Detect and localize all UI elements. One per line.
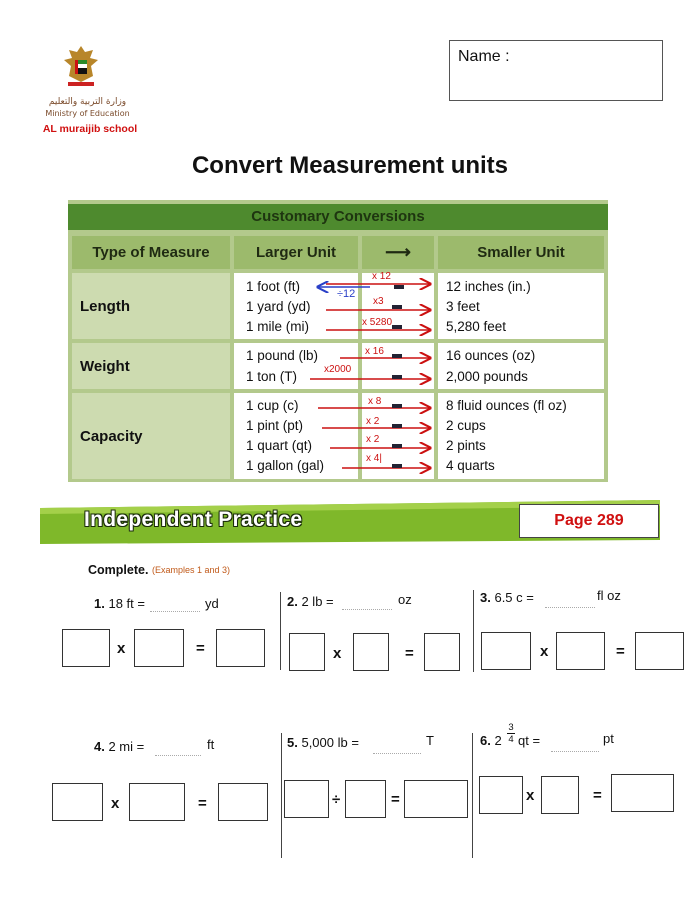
problem-6-answer-blank[interactable] bbox=[551, 750, 599, 752]
separator bbox=[472, 733, 473, 858]
problem-6-text-after: qt = bbox=[518, 733, 541, 748]
problem-6-box-result[interactable] bbox=[611, 774, 674, 812]
problem-3-text: 3. 6.5 c = bbox=[480, 590, 534, 605]
problem-5-number: 5. bbox=[287, 735, 298, 750]
length-divide-note: ÷12 bbox=[337, 288, 356, 300]
problem-2-box-a[interactable] bbox=[289, 633, 325, 671]
weight-smaller-0: 16 ounces (oz) bbox=[446, 348, 536, 363]
problem-1-text: 1. 18 ft = bbox=[94, 596, 145, 611]
problem-4-operator: x bbox=[111, 795, 120, 812]
length-smaller-1: 3 feet bbox=[446, 299, 480, 314]
problem-5-operator: ÷ bbox=[332, 791, 341, 808]
problem-6-fraction: 3 4 bbox=[508, 722, 514, 745]
problem-2-operator: x bbox=[333, 645, 342, 662]
problem-4-number: 4. bbox=[94, 739, 105, 754]
problem-3-box-b[interactable] bbox=[556, 632, 605, 670]
problem-4-answer-blank[interactable] bbox=[155, 754, 201, 756]
page-title: Convert Measurement units bbox=[191, 152, 509, 179]
problem-5-text: 5. 5,000 lb = bbox=[287, 735, 359, 750]
problem-5-box-result[interactable] bbox=[404, 780, 468, 818]
problem-3-number: 3. bbox=[480, 590, 491, 605]
header-arrow: ⟶ bbox=[362, 236, 434, 269]
ministry-arabic-name: وزارة التربية والتعليم bbox=[48, 97, 127, 107]
problem-2-text: 2. 2 lb = bbox=[287, 594, 334, 609]
problem-3-operator: x bbox=[540, 643, 549, 660]
complete-examples-ref: (Examples 1 and 3) bbox=[152, 565, 231, 575]
problem-6-unit: pt bbox=[603, 731, 614, 746]
problem-2-number: 2. bbox=[287, 594, 298, 609]
capacity-larger-1: 1 pint (pt) bbox=[246, 418, 304, 433]
school-name: AL muraijib school bbox=[42, 123, 138, 135]
weight-factor-0: x 16 bbox=[365, 346, 384, 357]
uae-emblem-logo bbox=[62, 44, 100, 88]
problem-1-unit: yd bbox=[205, 596, 219, 611]
capacity-smaller-2: 2 pints bbox=[446, 438, 486, 453]
problem-6-operator: x bbox=[526, 787, 535, 804]
page-number-box: Page 289 bbox=[519, 504, 659, 538]
weight-larger-1: 1 ton (T) bbox=[246, 369, 298, 384]
problem-2-box-b[interactable] bbox=[353, 633, 389, 671]
problem-2-answer-blank[interactable] bbox=[342, 608, 392, 610]
separator bbox=[473, 590, 474, 672]
header-type-of-measure: Type of Measure bbox=[72, 236, 230, 269]
length-smaller-0: 12 inches (in.) bbox=[446, 279, 531, 294]
capacity-factor-3: x 4| bbox=[366, 453, 382, 464]
capacity-larger-3: 1 gallon (gal) bbox=[246, 458, 325, 473]
problem-5-unit: T bbox=[426, 733, 434, 748]
complete-instruction: Complete. bbox=[88, 563, 149, 577]
problem-3-box-a[interactable] bbox=[481, 632, 531, 670]
length-smaller-2: 5,280 feet bbox=[446, 319, 507, 334]
problem-1-equals: = bbox=[196, 640, 205, 657]
problem-5-box-b[interactable] bbox=[345, 780, 386, 818]
weight-larger-0: 1 pound (lb) bbox=[246, 348, 319, 363]
separator bbox=[281, 733, 282, 858]
problem-1-box-a[interactable] bbox=[62, 629, 110, 667]
header-smaller-unit: Smaller Unit bbox=[438, 236, 604, 269]
problem-6-text: 6. 2 bbox=[480, 733, 502, 748]
capacity-smaller-0: 8 fluid ounces (fl oz) bbox=[446, 398, 567, 413]
problem-5-equals: = bbox=[391, 791, 400, 808]
problem-3-equals: = bbox=[616, 643, 625, 660]
name-label: Name : bbox=[458, 48, 510, 65]
capacity-factor-2: x 2 bbox=[366, 434, 380, 445]
problem-4-box-b[interactable] bbox=[129, 783, 185, 821]
length-factor-2: x 5280 bbox=[362, 317, 393, 328]
length-larger-2: 1 mile (mi) bbox=[246, 319, 309, 334]
conversions-table-title: Customary Conversions bbox=[68, 204, 608, 230]
length-larger-1: 1 yard (yd) bbox=[246, 299, 311, 314]
problem-1-box-result[interactable] bbox=[216, 629, 265, 667]
problem-4-unit: ft bbox=[207, 737, 215, 752]
weight-smaller-1: 2,000 pounds bbox=[446, 369, 528, 384]
length-factor-1: x3 bbox=[373, 296, 384, 307]
problem-4-equals: = bbox=[198, 795, 207, 812]
capacity-factor-0: x 8 bbox=[368, 396, 382, 407]
length-larger-0: 1 foot (ft) bbox=[246, 279, 301, 294]
problem-3-box-result[interactable] bbox=[635, 632, 684, 670]
problem-5-answer-blank[interactable] bbox=[373, 752, 421, 754]
problem-6-number: 6. bbox=[480, 733, 491, 748]
problem-1-box-b[interactable] bbox=[134, 629, 184, 667]
capacity-larger-0: 1 cup (c) bbox=[246, 398, 299, 413]
problem-4-box-result[interactable] bbox=[218, 783, 268, 821]
type-weight: Weight bbox=[72, 343, 230, 389]
capacity-smaller-1: 2 cups bbox=[446, 418, 486, 433]
problem-3-unit: fl oz bbox=[597, 588, 621, 603]
separator bbox=[280, 592, 281, 670]
problem-1-number: 1. bbox=[94, 596, 105, 611]
ministry-english-name: Ministry of Education bbox=[45, 109, 130, 118]
type-length: Length bbox=[72, 273, 230, 339]
capacity-smaller-3: 4 quarts bbox=[446, 458, 495, 473]
problem-2-unit: oz bbox=[398, 592, 412, 607]
capacity-larger-2: 1 quart (qt) bbox=[246, 438, 313, 453]
length-factor-0: x 12 bbox=[372, 271, 391, 282]
problem-6-equals: = bbox=[593, 787, 602, 804]
problem-6-box-b[interactable] bbox=[541, 776, 579, 814]
problem-2-equals: = bbox=[405, 645, 414, 662]
weight-factor-1: x2000 bbox=[324, 364, 352, 375]
problem-3-answer-blank[interactable] bbox=[545, 606, 595, 608]
problem-1-answer-blank[interactable] bbox=[150, 610, 200, 612]
type-capacity: Capacity bbox=[72, 393, 230, 479]
problem-1-operator: x bbox=[117, 640, 126, 657]
problem-6-box-a[interactable] bbox=[479, 776, 523, 814]
problem-4-box-a[interactable] bbox=[52, 783, 103, 821]
header-larger-unit: Larger Unit bbox=[234, 236, 358, 269]
problem-2-box-result[interactable] bbox=[424, 633, 460, 671]
problem-4-text: 4. 2 mi = bbox=[94, 739, 145, 754]
problem-5-box-a[interactable] bbox=[284, 780, 329, 818]
capacity-factor-1: x 2 bbox=[366, 416, 380, 427]
banner-title: Independent Practice bbox=[84, 508, 303, 531]
